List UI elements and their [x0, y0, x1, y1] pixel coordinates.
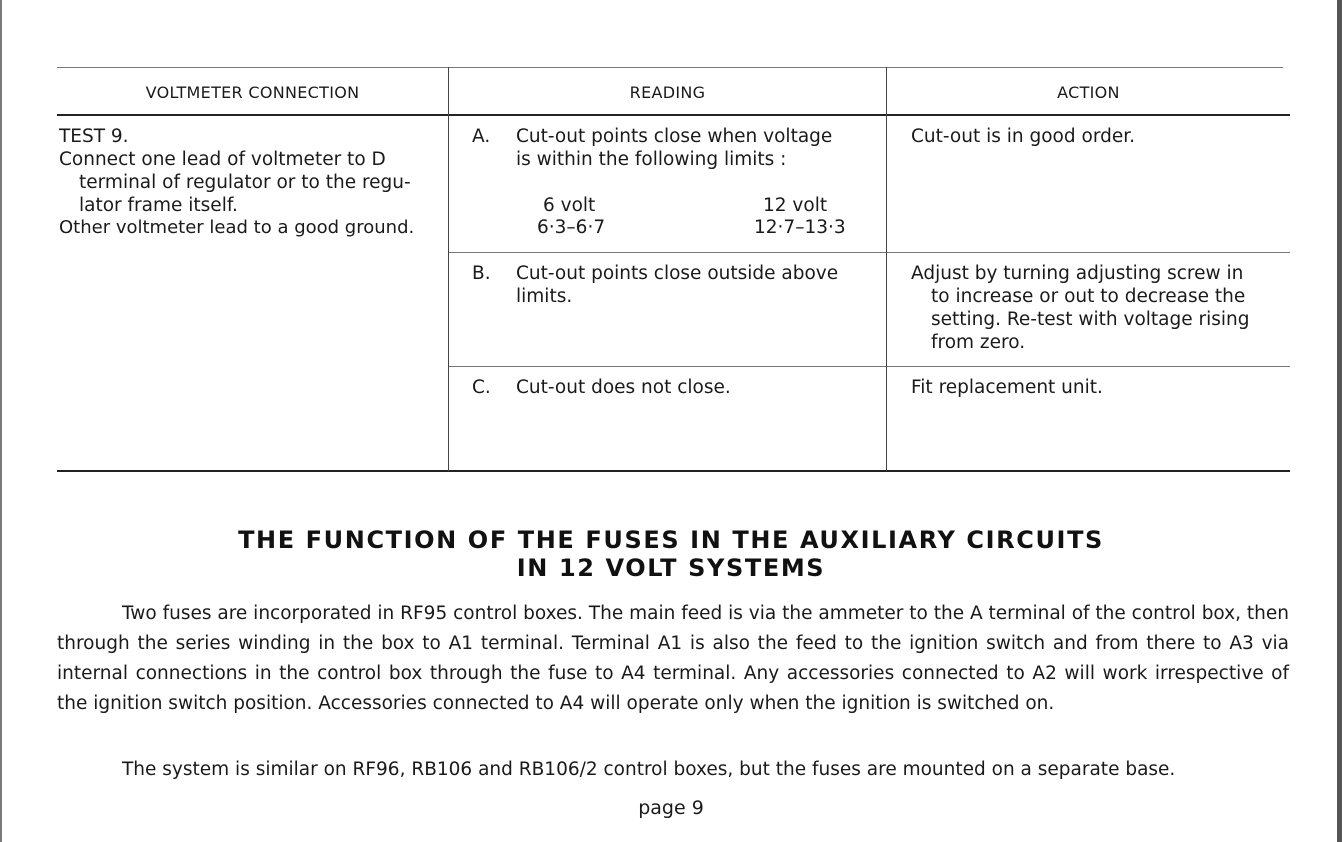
reading-line: Cut-out points close when voltage: [516, 126, 833, 147]
header-reading: READING: [629, 83, 706, 102]
header-action: ACTION: [1057, 83, 1120, 102]
page-number: page 9: [638, 797, 704, 819]
test-label: TEST 9.: [59, 126, 129, 147]
reading-line: Cut-out does not close.: [516, 377, 731, 398]
table-top-rule: [57, 67, 1283, 68]
reading-line: is within the following limits :: [516, 149, 787, 170]
limit-12-volt-label: 12 volt: [763, 195, 828, 216]
row-letter: C.: [472, 377, 491, 398]
table-bottom-rule: [57, 470, 1290, 472]
column-divider-1: [448, 67, 449, 471]
reading-line: limits.: [516, 286, 573, 307]
section-title-line-1: THE FUNCTION OF THE FUSES IN THE AUXILIARY CIRCUITS: [238, 526, 1104, 554]
row-letter: B.: [472, 263, 491, 284]
page-edge-left: [0, 0, 2, 842]
row-divider-a-b: [449, 252, 1290, 253]
table-header-rule: [57, 114, 1290, 116]
body-paragraph-1: Two fuses are incorporated in RF95 control boxes. The main feed is via the ammeter to the A terminal of the control box, then through the series winding in the box to A1 terminal. Terminal A1 is also the feed to the ignition switch and from there to A3 via internal connections in the control box through the fuse to A4 terminal. Any accessories connected to A2 will work irrespective of the ignition switch position. Accessories connected to A4 will operate only when the ignition is switched on.: [57, 603, 1289, 714]
limit-12-volt-value: 12·7–13·3: [754, 217, 846, 238]
section-title-line-2: IN 12 VOLT SYSTEMS: [516, 554, 826, 582]
limit-6-volt-label: 6 volt: [543, 195, 596, 216]
header-voltmeter-connection: VOLTMETER CONNECTION: [145, 83, 360, 102]
action-line: setting. Re-test with voltage rising: [931, 309, 1250, 330]
connection-line-4: Other voltmeter lead to a good ground.: [59, 217, 415, 238]
page-edge-right: [1337, 0, 1342, 842]
row-divider-b-c: [449, 366, 1290, 367]
body-paragraph-2: The system is similar on RF96, RB106 and RB106/2 control boxes, but the fuses are mounted on a separate base.: [122, 759, 1176, 780]
action-line: Adjust by turning adjusting screw in: [911, 263, 1244, 284]
connection-line-1: Connect one lead of voltmeter to D: [59, 149, 386, 170]
connection-line-3: lator frame itself.: [79, 195, 238, 216]
row-letter: A.: [472, 126, 491, 147]
reading-line: Cut-out points close outside above: [516, 263, 839, 284]
connection-line-2: terminal of regulator or to the regu-: [79, 172, 411, 193]
action-line: Fit replacement unit.: [911, 377, 1103, 398]
limit-6-volt-value: 6·3–6·7: [537, 217, 606, 238]
action-line: Cut-out is in good order.: [911, 126, 1136, 147]
column-divider-2: [886, 67, 887, 471]
action-line: to increase or out to decrease the: [931, 286, 1246, 307]
action-line: from zero.: [931, 332, 1026, 353]
